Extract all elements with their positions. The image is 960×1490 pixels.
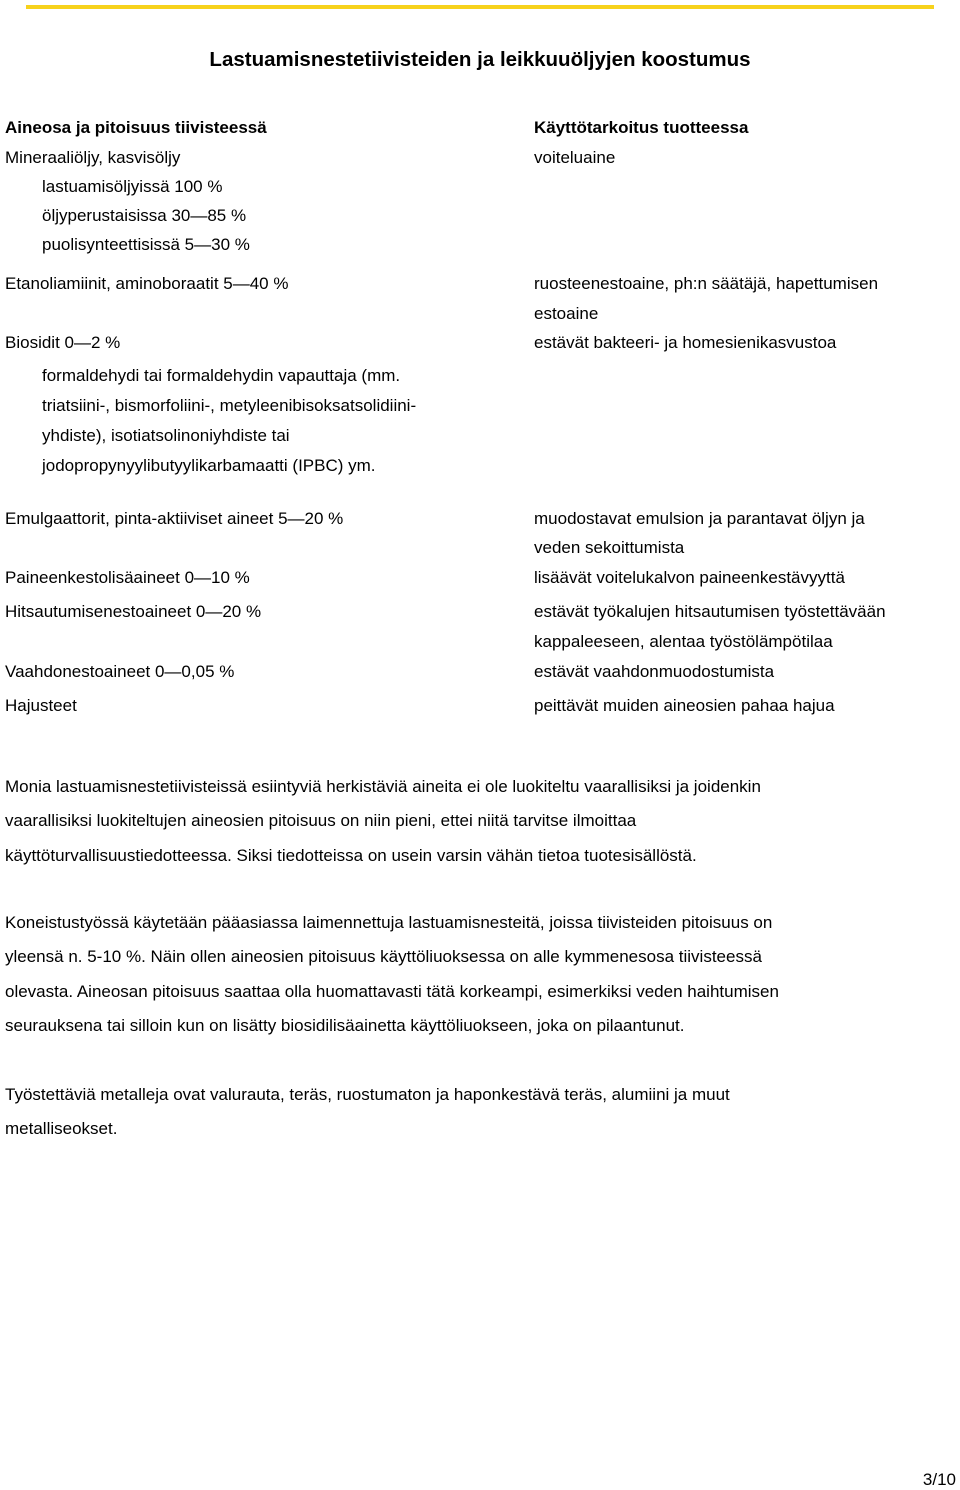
ingredient-anti-foam: Vaahdonestoaineet 0—0,05 % [5,662,235,681]
ingredient-emulsifiers: Emulgaattorit, pinta-aktiiviset aineet 5—20 % [5,509,344,528]
purpose-anti-welding-cont: kappaleeseen, alentaa työstölämpötilaa [534,632,833,651]
biocide-detail-line: formaldehydi tai formaldehydin vapauttaja (mm. [42,366,401,385]
page-number: 3/10 [922,1470,956,1489]
purpose-anti-foam: estävät vaahdonmuodostumista [534,662,775,681]
paragraph-line: Koneistustyössä käytetään pääasiassa laimennettuja lastuamisnesteitä, joissa tiivisteiden pitoisuus on [5,913,773,932]
purpose-emulsifiers-cont: veden sekoittumista [534,538,685,557]
paragraph-line: yleensä n. 5-10 %. Näin ollen aineosien pitoisuus käyttöliuoksessa on alle kymmenesosa tiivisteessä [5,947,762,966]
page-title: Lastuamisnestetiivisteiden ja leikkuuöljyjen koostumus [209,48,751,71]
purpose-mineral-oil: voiteluaine [534,148,616,167]
ingredient-fragrances: Hajusteet [5,696,77,715]
purpose-pressure-additives: lisäävät voitelukalvon paineenkestävyyttä [534,568,845,587]
paragraph-line: seurauksena tai silloin kun on lisätty biosidilisäainetta käyttöliuokseen, joka on pilaantunut. [5,1016,685,1035]
purpose-emulsifiers: muodostavat emulsion ja parantavat öljyn ja [534,509,865,528]
ingredient-pressure-additives: Paineenkestolisäaineet 0—10 % [5,568,250,587]
biocide-detail-line: yhdiste), isotiatsolinoniyhdiste tai [42,426,290,445]
ingredient-sub-line: öljyperustaisissa 30—85 % [42,206,247,225]
ingredient-mineral-oil: Mineraaliöljy, kasvisöljy [5,148,181,167]
ingredient-biocides: Biosidit 0—2 % [5,333,121,352]
paragraph-line: olevasta. Aineosan pitoisuus saattaa olla huomattavasti tätä korkeampi, esimerkiksi veden haihtumisen [5,982,779,1001]
column-header-purpose: Käyttötarkoitus tuotteessa [534,118,749,137]
purpose-fragrances: peittävät muiden aineosien pahaa hajua [534,696,835,715]
paragraph-line: käyttöturvallisuustiedotteessa. Siksi tiedotteissa on usein varsin vähän tietoa tuotesisällöstä. [5,846,697,865]
paragraph-line: vaarallisiksi luokiteltujen aineosien pitoisuus on niin pieni, ettei niitä tarvitse ilmoittaa [5,811,637,830]
paragraph-line: Monia lastuamisnestetiivisteissä esiintyviä herkistäviä aineita ei ole luokiteltu vaarallisiksi ja joidenkin [5,777,761,796]
column-header-ingredient: Aineosa ja pitoisuus tiivisteessä [5,118,267,137]
ingredient-sub-line: puolisynteettisissä 5—30 % [42,235,250,254]
purpose-ethanolamines: ruosteenestoaine, ph:n säätäjä, hapettumisen [534,274,879,293]
biocide-detail-line: triatsiini-, bismorfoliini-, metyleenibisoksatsolidiini- [42,396,417,415]
biocide-detail-line: jodopropynyylibutyylikarbamaatti (IPBC) ym. [42,456,376,475]
ingredient-anti-welding: Hitsautumisenestoaineet 0—20 % [5,602,262,621]
purpose-biocides: estävät bakteeri- ja homesienikasvustoa [534,333,837,352]
ingredient-sub-line: lastuamisöljyissä 100 % [42,177,223,196]
paragraph-line: Työstettäviä metalleja ovat valurauta, teräs, ruostumaton ja haponkestävä teräs, alumiini ja muut [5,1085,730,1104]
purpose-anti-welding: estävät työkalujen hitsautumisen työstettävään [534,602,886,621]
top-accent-rule [26,5,934,9]
paragraph-line: metalliseokset. [5,1119,118,1138]
purpose-ethanolamines-cont: estoaine [534,304,599,323]
ingredient-ethanolamines: Etanoliamiinit, aminoboraatit 5—40 % [5,274,289,293]
